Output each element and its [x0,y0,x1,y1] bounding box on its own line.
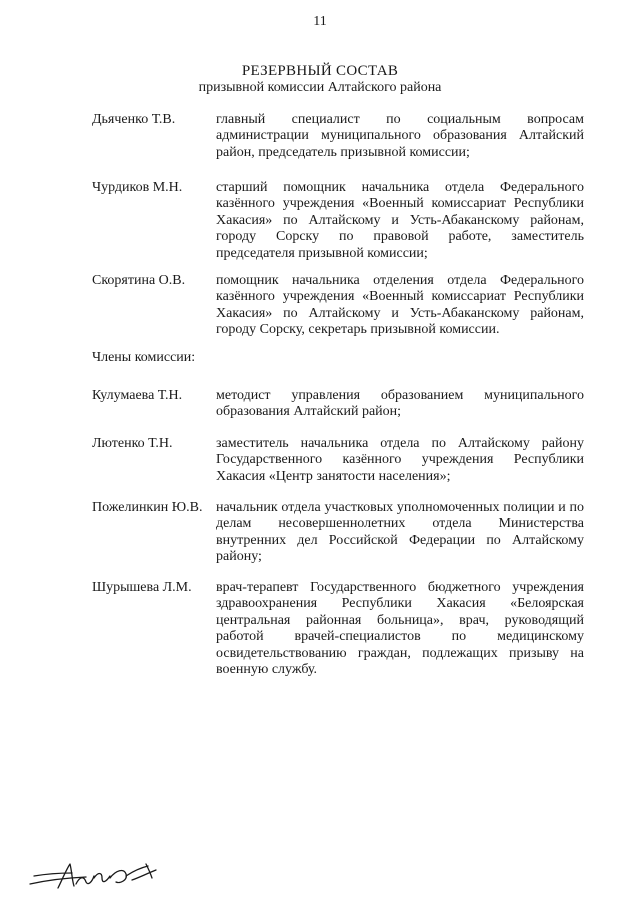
person-name: Шурышева Л.М. [92,580,192,595]
person-name: Чурдиков М.Н. [92,180,183,195]
document-title: РЕЗЕРВНЫЙ СОСТАВ [241,63,399,79]
person-name: Лютенко Т.Н. [92,436,173,451]
handwritten-signature [28,858,168,897]
person-role: врач-терапевт Государственного бюджетного учреждения здравоохранения Республики Хакасия «Белоярская центральная районная больница», врач, руководящий работой врачей-специалистов по медицинскому освидетельствованию граждан, подлежащих призыву на военную службу. [216,580,584,678]
person-role: главный специалист по социальным вопросам администрации муниципального образования Алтайский район, председатель призывной комиссии; [216,112,584,160]
person-name: Дьяченко Т.В. [92,112,176,127]
person-role: методист управления образованием муниципального образования Алтайский район; [216,388,584,420]
document-subtitle: призывной комиссии Алтайского района [198,80,442,95]
person-role: помощник начальника отделения отдела Федерального казённого учреждения «Военный комиссариат Республики Хакасия» по Алтайскому и Усть-Абаканскому районам, городу Сорску, секретарь призывной комиссии. [216,273,584,338]
person-role: начальник отдела участковых уполномоченных полиции и по делам несовершеннолетних отдела Министерства внутренних дел Российской Федерации по Алтайскому району; [216,500,584,565]
person-role: заместитель начальника отдела по Алтайскому району Государственного казённого учреждения Республики Хакасия «Центр занятости населения»; [216,436,584,484]
person-role: старший помощник начальника отдела Федерального казённого учреждения «Военный комиссариат Республики Хакасия» по Алтайскому и Усть-Абаканскому районам, городу Сорску по правовой работе, заместитель председателя призывной комиссии; [216,180,584,261]
page-number: 11 [313,14,327,29]
person-name: Кулумаева Т.Н. [92,388,183,403]
members-heading: Члены комиссии: [92,350,196,365]
person-name: Пожелинкин Ю.В. [92,500,203,515]
person-name: Скорятина О.В. [92,273,186,288]
